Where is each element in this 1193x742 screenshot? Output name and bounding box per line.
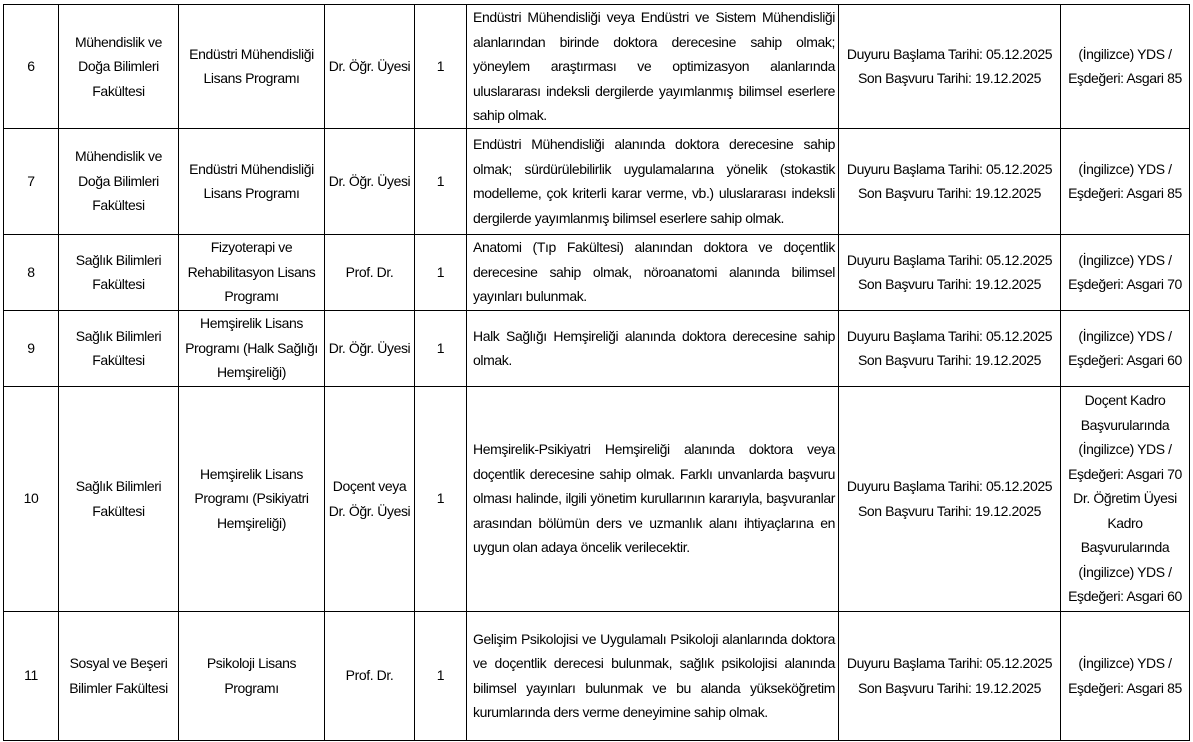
language-line: Eşdeğeri: Asgari 70 — [1068, 276, 1182, 292]
row-number: 10 — [4, 386, 59, 611]
description-cell: Hemşirelik-Psikiyatri Hemşireliği alanında doktora veya doçentlik derecesine sahip olmak. Farklı unvanlarda başvuru olması halinde, ilgili yönetim kurullarının kararıyla, başvuranlar arasından bölümün ders ve uzmanlık alanı ihtiyaçlarına en uygun olan adaya öncelik verilecektir. — [467, 386, 839, 611]
program-cell: Psikoloji Lisans Programı — [179, 611, 325, 740]
language-line: Eşdeğeri: Asgari 85 — [1068, 70, 1182, 87]
count-cell: 1 — [415, 386, 467, 611]
start-date: Duyuru Başlama Tarihi: 05.12.2025 — [846, 251, 1053, 268]
count-cell: 1 — [415, 234, 467, 310]
end-date: Son Başvuru Tarihi: 19.12.2025 — [857, 185, 1042, 201]
language-line: (İngilizce) YDS / — [1078, 655, 1172, 671]
table-row — [4, 234, 1190, 310]
language-line: Eşdeğeri: Asgari 60 — [1068, 588, 1182, 605]
title-cell: Dr. Öğr. Üyesi — [325, 128, 415, 234]
program-cell: Endüstri Mühendisliği Lisans Programı — [179, 5, 325, 129]
language-line: Eşdeğeri: Asgari 85 — [1068, 185, 1182, 201]
dates-cell — [839, 310, 1061, 386]
language-line: Kadro — [1107, 514, 1143, 531]
language-requirement-cell — [1061, 128, 1190, 234]
title-cell: Dr. Öğr. Üyesi — [325, 5, 415, 129]
language-line: (İngilizce) YDS / — [1078, 160, 1172, 177]
table-row — [4, 5, 1190, 129]
language-line: (İngilizce) YDS / — [1078, 251, 1172, 268]
language-line: (İngilizce) YDS / — [1078, 441, 1172, 458]
row-number: 6 — [4, 5, 59, 129]
start-date: Duyuru Başlama Tarihi: 05.12.2025 — [846, 655, 1053, 671]
dates-cell — [839, 128, 1061, 234]
count-cell: 1 — [415, 128, 467, 234]
table-row — [4, 310, 1190, 386]
description-cell: Endüstri Mühendisliği veya Endüstri ve Sistem Mühendisliği alanlarından birinde doktora derecesine sahip olmak; yöneylem araştırması ve optimizasyon alanlarında uluslararası indeksli dergilerde yayımlanmış bilimsel eserlere sahip olmak. — [467, 5, 839, 129]
program-cell: Hemşirelik Lisans Programı (Halk Sağlığı Hemşireliği) — [179, 310, 325, 386]
language-line: Dr. Öğretim Üyesi — [1073, 490, 1177, 507]
table-row — [4, 128, 1190, 234]
dates-cell — [839, 234, 1061, 310]
title-cell: Prof. Dr. — [325, 611, 415, 740]
table-row — [4, 386, 1190, 611]
row-number: 11 — [4, 611, 59, 740]
faculty-cell: Mühendislik ve Doğa Bilimleri Fakültesi — [59, 5, 179, 129]
end-date: Son Başvuru Tarihi: 19.12.2025 — [857, 352, 1042, 368]
start-date: Duyuru Başlama Tarihi: 05.12.2025 — [846, 45, 1053, 62]
language-requirement-cell — [1061, 386, 1190, 611]
start-date: Duyuru Başlama Tarihi: 05.12.2025 — [846, 160, 1053, 177]
end-date: Son Başvuru Tarihi: 19.12.2025 — [857, 70, 1042, 87]
start-date: Duyuru Başlama Tarihi: 05.12.2025 — [846, 478, 1053, 494]
end-date: Son Başvuru Tarihi: 19.12.2025 — [857, 679, 1042, 696]
language-line: (İngilizce) YDS / — [1078, 327, 1172, 344]
language-line: (İngilizce) YDS / — [1078, 45, 1172, 62]
description-cell: Gelişim Psikolojisi ve Uygulamalı Psikoloji alanlarında doktora ve doçentlik derecesi bulunmak, sağlık psikolojisi alanında bilimsel yayınları bulunmak ve bu alanda yükseköğretim kurumlarında ders verme deneyimine sahip olmak. — [467, 611, 839, 740]
program-cell: Fizyoterapi ve Rehabilitasyon Lisans Programı — [179, 234, 325, 310]
count-cell: 1 — [415, 611, 467, 740]
academic-staff-table — [3, 4, 1190, 741]
count-cell: 1 — [415, 310, 467, 386]
end-date: Son Başvuru Tarihi: 19.12.2025 — [857, 502, 1042, 519]
dates-cell — [839, 611, 1061, 740]
description-cell: Endüstri Mühendisliği alanında doktora derecesine sahip olmak; sürdürülebilirlik uygulamalarına yönelik (stokastik modelleme, çok kriterli karar verme, vb.) uluslararası indeksli dergilerde yayımlanmış bilimsel eserlere sahip olmak. — [467, 128, 839, 234]
announcement-table-wrapper — [3, 4, 1190, 741]
end-date: Son Başvuru Tarihi: 19.12.2025 — [857, 276, 1042, 292]
language-requirement-cell — [1061, 234, 1190, 310]
dates-cell — [839, 5, 1061, 129]
row-number: 7 — [4, 128, 59, 234]
start-date: Duyuru Başlama Tarihi: 05.12.2025 — [846, 327, 1053, 344]
language-requirement-cell — [1061, 5, 1190, 129]
language-line: Eşdeğeri: Asgari 70 — [1068, 465, 1182, 482]
faculty-cell: Sağlık Bilimleri Fakültesi — [59, 234, 179, 310]
language-line: (İngilizce) YDS / — [1078, 563, 1172, 580]
program-cell: Hemşirelik Lisans Programı (Psikiyatri Hemşireliği) — [179, 386, 325, 611]
title-cell: Doçent veya Dr. Öğr. Üyesi — [325, 386, 415, 611]
table-body — [4, 5, 1190, 741]
language-requirement-cell — [1061, 611, 1190, 740]
language-line: Eşdeğeri: Asgari 60 — [1068, 352, 1182, 368]
language-line: Başvurularında — [1080, 539, 1170, 556]
program-cell: Endüstri Mühendisliği Lisans Programı — [179, 128, 325, 234]
title-cell: Prof. Dr. — [325, 234, 415, 310]
language-line: Başvurularında — [1080, 416, 1170, 433]
description-cell: Anatomi (Tıp Fakültesi) alanından doktora ve doçentlik derecesine sahip olmak, nöroanatomi alanında bilimsel yayınları bulunmak. — [467, 234, 839, 310]
table-row — [4, 611, 1190, 740]
faculty-cell: Sosyal ve Beşeri Bilimler Fakültesi — [59, 611, 179, 740]
language-line: Doçent Kadro — [1084, 392, 1166, 409]
description-cell: Halk Sağlığı Hemşireliği alanında doktora derecesine sahip olmak. — [467, 310, 839, 386]
row-number: 8 — [4, 234, 59, 310]
dates-cell — [839, 386, 1061, 611]
faculty-cell: Sağlık Bilimleri Fakültesi — [59, 386, 179, 611]
title-cell: Dr. Öğr. Üyesi — [325, 310, 415, 386]
language-line: Eşdeğeri: Asgari 85 — [1068, 679, 1182, 696]
language-requirement-cell — [1061, 310, 1190, 386]
count-cell: 1 — [415, 5, 467, 129]
faculty-cell: Sağlık Bilimleri Fakültesi — [59, 310, 179, 386]
row-number: 9 — [4, 310, 59, 386]
faculty-cell: Mühendislik ve Doğa Bilimleri Fakültesi — [59, 128, 179, 234]
